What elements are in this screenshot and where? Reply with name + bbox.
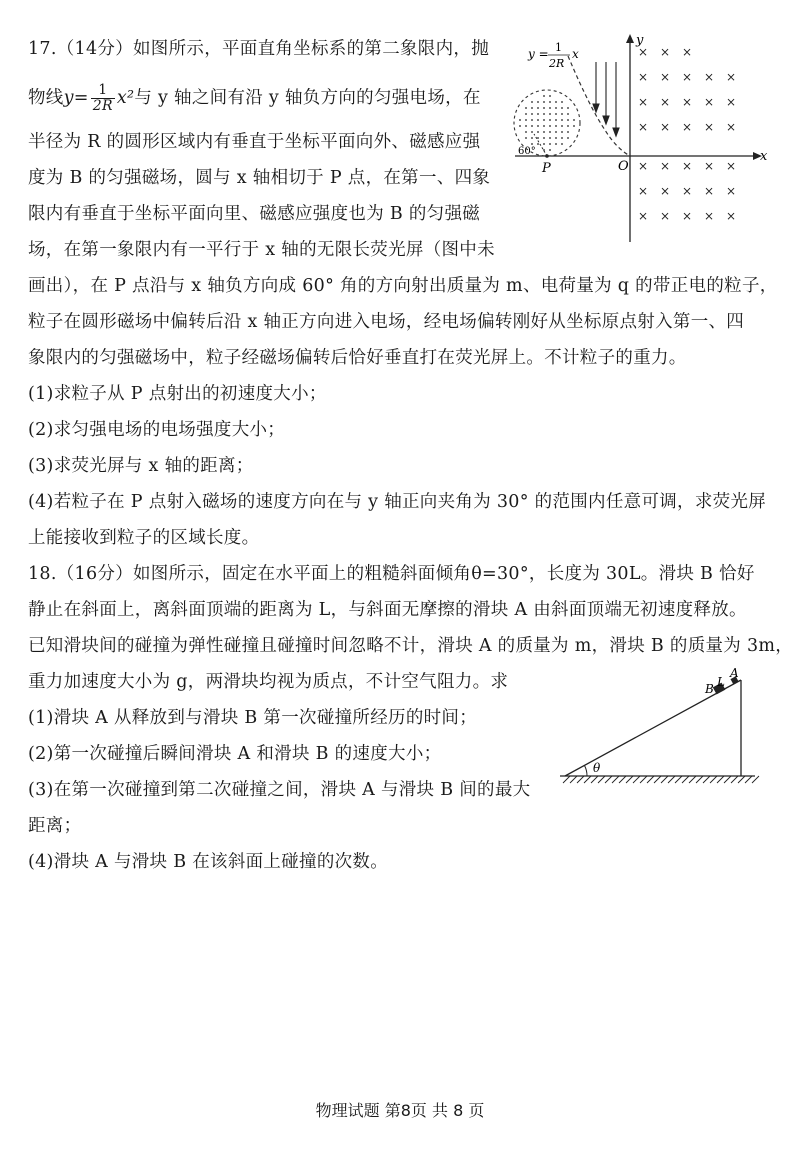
y-axis-arrow bbox=[626, 34, 634, 43]
field-dots bbox=[519, 95, 575, 151]
field-cross: × bbox=[726, 209, 737, 223]
q17-sub-3: (3)求荧光屏与 x 轴的距离； bbox=[28, 456, 254, 476]
hatch-line bbox=[647, 776, 654, 783]
hatch-line bbox=[626, 776, 633, 783]
hatch-line bbox=[745, 776, 752, 783]
field-arrow bbox=[613, 128, 619, 136]
parabola-eq-num: 1 bbox=[555, 41, 562, 54]
hatch-line bbox=[584, 776, 591, 783]
hatch-line bbox=[668, 776, 675, 783]
field-dot bbox=[549, 131, 551, 133]
field-dot bbox=[549, 149, 551, 151]
field-dot bbox=[531, 143, 533, 145]
field-cross: × bbox=[660, 159, 671, 173]
q17-eq-x: x² bbox=[116, 88, 135, 108]
field-cross: × bbox=[682, 184, 693, 198]
field-cross: × bbox=[726, 120, 737, 134]
field-dot bbox=[543, 137, 545, 139]
q18-line-1: 18.（16分）如图所示，固定在水平面上的粗糙斜面倾角θ=30°，长度为 30L。滑块 B 恰好 bbox=[28, 564, 755, 584]
hatch-line bbox=[563, 776, 570, 783]
field-dot bbox=[549, 125, 551, 127]
field-dot bbox=[567, 113, 569, 115]
q17-line-5: 限内有垂直于坐标平面向里、磁感应强度也为 B 的匀强磁 bbox=[28, 204, 481, 224]
field-dot bbox=[561, 131, 563, 133]
hatch-line bbox=[612, 776, 619, 783]
electric-field-lines bbox=[593, 62, 619, 136]
field-cross: × bbox=[638, 95, 649, 109]
field-dot bbox=[531, 119, 533, 121]
field-dot bbox=[555, 119, 557, 121]
parabola-eq-y: y = bbox=[528, 47, 549, 61]
q17-figure bbox=[510, 30, 775, 245]
q18-sub-1: (1)滑块 A 从释放到与滑块 B 第一次碰撞所经历的时间； bbox=[28, 708, 478, 728]
page-footer: 物理试题 第8页 共 8 页 bbox=[315, 1101, 485, 1120]
axis-x-label: x bbox=[760, 149, 768, 164]
field-dot bbox=[537, 125, 539, 127]
q17-sub-2: (2)求匀强电场的电场强度大小； bbox=[28, 420, 286, 440]
field-dot bbox=[567, 119, 569, 121]
field-cross: × bbox=[638, 209, 649, 223]
q17-eq-equals: = bbox=[73, 88, 89, 108]
field-dot bbox=[531, 101, 533, 103]
field-cross: × bbox=[682, 159, 693, 173]
hatch-line bbox=[577, 776, 584, 783]
field-cross: × bbox=[682, 120, 693, 134]
field-dot bbox=[567, 107, 569, 109]
field-dot bbox=[567, 137, 569, 139]
field-cross: × bbox=[660, 45, 671, 59]
field-cross: × bbox=[682, 95, 693, 109]
field-dot bbox=[561, 119, 563, 121]
field-dot bbox=[549, 119, 551, 121]
q17-text: 与 y 轴之间有沿 y 轴负方向的匀强电场，在 bbox=[134, 88, 481, 108]
block-b-label: B bbox=[705, 682, 714, 696]
field-cross: × bbox=[638, 45, 649, 59]
ground-hatching bbox=[563, 776, 759, 783]
hatch-line bbox=[703, 776, 710, 783]
theta-label: θ bbox=[593, 761, 601, 775]
parabola-eq-x: x bbox=[572, 47, 579, 61]
field-dot bbox=[561, 125, 563, 127]
hatch-line bbox=[731, 776, 738, 783]
field-cross: × bbox=[660, 120, 671, 134]
field-dot bbox=[537, 143, 539, 145]
field-dot bbox=[537, 107, 539, 109]
q17-text: 物线 bbox=[28, 88, 64, 108]
hatch-line bbox=[570, 776, 577, 783]
block-a-label: A bbox=[730, 668, 739, 680]
field-dot bbox=[543, 119, 545, 121]
hatch-line bbox=[661, 776, 668, 783]
field-cross: × bbox=[682, 209, 693, 223]
parabola-curve bbox=[568, 56, 630, 156]
incline-surface bbox=[565, 680, 741, 776]
field-cross: × bbox=[682, 70, 693, 84]
field-dot bbox=[561, 137, 563, 139]
field-dot bbox=[525, 125, 527, 127]
q17-eq-y: y bbox=[63, 88, 74, 108]
field-dot bbox=[561, 107, 563, 109]
field-dot bbox=[525, 107, 527, 109]
field-dot bbox=[549, 137, 551, 139]
q18-sub-4: (4)滑块 A 与滑块 B 在该斜面上碰撞的次数。 bbox=[28, 852, 389, 872]
field-cross: × bbox=[638, 120, 649, 134]
field-dot bbox=[531, 107, 533, 109]
field-arrow bbox=[593, 104, 599, 112]
field-cross: × bbox=[726, 184, 737, 198]
axis-y-label: y bbox=[636, 33, 644, 48]
field-dot bbox=[555, 131, 557, 133]
field-cross: × bbox=[638, 70, 649, 84]
field-dot bbox=[561, 101, 563, 103]
field-dot bbox=[543, 131, 545, 133]
field-dot bbox=[549, 113, 551, 115]
q18-figure bbox=[555, 668, 770, 793]
hatch-line bbox=[710, 776, 717, 783]
hatch-line bbox=[717, 776, 724, 783]
point-p-label: P bbox=[542, 161, 551, 176]
angle-label: 60° bbox=[518, 146, 536, 157]
field-dot bbox=[543, 143, 545, 145]
q17-sub-4a: (4)若粒子在 P 点射入磁场的速度方向在与 y 轴正向夹角为 30° 的范围内任意可调，求荧光屏 bbox=[28, 492, 767, 512]
q17-line-2 bbox=[28, 83, 508, 114]
field-cross: × bbox=[704, 159, 715, 173]
field-dot bbox=[555, 125, 557, 127]
field-dot bbox=[549, 143, 551, 145]
q17-line-3: 半径为 R 的圆形区域内有垂直于坐标平面向外、磁感应强 bbox=[28, 132, 481, 152]
q17-line-8: 粒子在圆形磁场中偏转后沿 x 轴正方向进入电场，经电场偏转刚好从坐标原点射入第一、四 bbox=[28, 312, 745, 332]
field-dot bbox=[537, 131, 539, 133]
parabola-eq-den: 2R bbox=[549, 57, 565, 70]
field-cross: × bbox=[638, 184, 649, 198]
q18-line-3: 已知滑块间的碰撞为弹性碰撞且碰撞时间忽略不计，滑块 A 的质量为 m，滑块 B 的质量为 3m， bbox=[28, 636, 794, 656]
hatch-line bbox=[640, 776, 647, 783]
q18-line-4: 重力加速度大小为 g，两滑块均视为质点，不计空气阻力。求 bbox=[28, 672, 509, 692]
field-dot bbox=[573, 119, 575, 121]
field-cross: × bbox=[726, 95, 737, 109]
hatch-line bbox=[598, 776, 605, 783]
field-cross: × bbox=[726, 70, 737, 84]
field-dot bbox=[525, 137, 527, 139]
field-cross: × bbox=[704, 70, 715, 84]
q18-sub-3a: (3)在第一次碰撞到第二次碰撞之间，滑块 A 与滑块 B 间的最大 bbox=[28, 780, 531, 800]
q17-frac-num: 1 bbox=[91, 83, 115, 99]
q17-line-7: 画出），在 P 点沿与 x 轴负方向成 60° 角的方向射出质量为 m、电荷量为 q 的带正电的粒子， bbox=[28, 276, 778, 296]
q17-line-9: 象限内的匀强磁场中，粒子经磁场偏转后恰好垂直打在荧光屏上。不计粒子的重力。 bbox=[28, 348, 687, 368]
q18-line-2: 静止在斜面上，离斜面顶端的距离为 L，与斜面无摩擦的滑块 A 由斜面顶端无初速度释放。 bbox=[28, 600, 747, 620]
field-dot bbox=[543, 107, 545, 109]
hatch-line bbox=[682, 776, 689, 783]
q18-sub-2: (2)第一次碰撞后瞬间滑块 A 和滑块 B 的速度大小； bbox=[28, 744, 442, 764]
field-arrow bbox=[603, 116, 609, 124]
field-dot bbox=[543, 101, 545, 103]
field-cross: × bbox=[682, 45, 693, 59]
field-dot bbox=[537, 137, 539, 139]
angle-arc bbox=[585, 766, 588, 777]
q17-frac-den: 2R bbox=[92, 98, 113, 114]
field-dot bbox=[531, 137, 533, 139]
field-dot bbox=[555, 137, 557, 139]
hatch-line bbox=[689, 776, 696, 783]
field-dot bbox=[549, 107, 551, 109]
field-dot bbox=[525, 119, 527, 121]
field-dot bbox=[543, 149, 545, 151]
q17-sub-1: (1)求粒子从 P 点射出的初速度大小； bbox=[28, 384, 327, 404]
field-crosses bbox=[638, 45, 736, 223]
field-dot bbox=[573, 125, 575, 127]
field-dot bbox=[543, 113, 545, 115]
field-dot bbox=[531, 131, 533, 133]
field-cross: × bbox=[704, 120, 715, 134]
field-dot bbox=[567, 125, 569, 127]
field-cross: × bbox=[660, 95, 671, 109]
field-dot bbox=[531, 113, 533, 115]
field-dot bbox=[549, 101, 551, 103]
hatch-line bbox=[605, 776, 612, 783]
hatch-line bbox=[654, 776, 661, 783]
hatch-line bbox=[619, 776, 626, 783]
field-dot bbox=[555, 113, 557, 115]
hatch-line bbox=[633, 776, 640, 783]
hatch-line bbox=[591, 776, 598, 783]
hatch-line bbox=[724, 776, 731, 783]
q17-sub-4b: 上能接收到粒子的区域长度。 bbox=[28, 528, 260, 548]
hatch-line bbox=[675, 776, 682, 783]
field-dot bbox=[531, 125, 533, 127]
field-dot bbox=[561, 143, 563, 145]
distance-l-label: L bbox=[717, 675, 725, 689]
origin-label: O bbox=[618, 159, 629, 174]
field-dot bbox=[543, 125, 545, 127]
field-dot bbox=[537, 101, 539, 103]
hatch-line bbox=[738, 776, 745, 783]
q17-fraction bbox=[91, 83, 115, 114]
launch-direction bbox=[534, 134, 547, 156]
field-dot bbox=[537, 119, 539, 121]
q17-line-6: 场，在第一象限内有一平行于 x 轴的无限长荧光屏（图中未 bbox=[28, 240, 495, 260]
field-dot bbox=[537, 113, 539, 115]
field-cross: × bbox=[638, 159, 649, 173]
field-dot bbox=[561, 113, 563, 115]
field-dot bbox=[525, 131, 527, 133]
field-cross: × bbox=[704, 184, 715, 198]
hatch-line bbox=[696, 776, 703, 783]
field-dot bbox=[555, 107, 557, 109]
field-dot bbox=[519, 125, 521, 127]
field-cross: × bbox=[660, 209, 671, 223]
field-dot bbox=[525, 113, 527, 115]
q17-line-1: 17.（14分）如图所示，平面直角坐标系的第二象限内，抛 bbox=[28, 39, 489, 59]
field-cross: × bbox=[704, 95, 715, 109]
field-cross: × bbox=[660, 184, 671, 198]
field-dot bbox=[519, 119, 521, 121]
field-cross: × bbox=[660, 70, 671, 84]
field-dot bbox=[549, 95, 551, 97]
field-dot bbox=[543, 95, 545, 97]
field-cross: × bbox=[704, 209, 715, 223]
field-cross: × bbox=[726, 159, 737, 173]
q17-line-4: 度为 B 的匀强磁场，圆与 x 轴相切于 P 点，在第一、四象 bbox=[28, 168, 491, 188]
field-dot bbox=[555, 143, 557, 145]
hatch-line bbox=[752, 776, 759, 783]
q18-sub-3b: 距离； bbox=[28, 816, 82, 836]
field-dot bbox=[567, 131, 569, 133]
field-dot bbox=[555, 101, 557, 103]
